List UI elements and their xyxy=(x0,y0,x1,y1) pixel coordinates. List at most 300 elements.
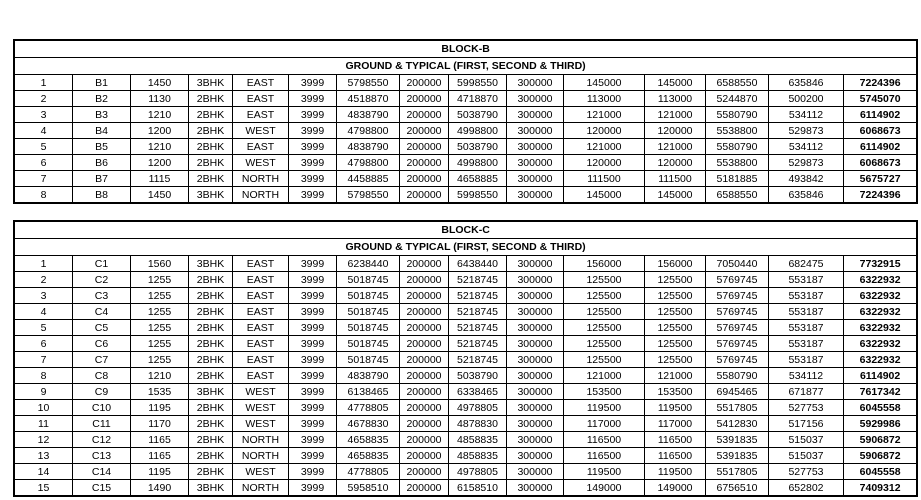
table-cell: 121000 xyxy=(645,368,706,384)
table-cell: 200000 xyxy=(400,107,449,123)
table-cell: 5769745 xyxy=(706,304,769,320)
table-cell-total: 5929986 xyxy=(844,416,917,432)
table-cell: C11 xyxy=(73,416,131,432)
table-cell: 119500 xyxy=(564,464,645,480)
table-cell: 1490 xyxy=(131,480,189,496)
block-c-table xyxy=(14,221,917,496)
table-cell: 4838790 xyxy=(337,368,400,384)
table-cell: EAST xyxy=(233,304,289,320)
table-cell-total: 6322932 xyxy=(844,304,917,320)
table-cell-total: 5906872 xyxy=(844,448,917,464)
table-cell: 493842 xyxy=(769,171,844,187)
table-cell: 200000 xyxy=(400,432,449,448)
table-cell-total: 6322932 xyxy=(844,320,917,336)
table-cell: 121000 xyxy=(564,107,645,123)
table-cell: 125500 xyxy=(645,288,706,304)
table-cell: 4998800 xyxy=(449,155,507,171)
table-cell: 5538800 xyxy=(706,155,769,171)
table-cell-total: 5906872 xyxy=(844,432,917,448)
table-cell: 4778805 xyxy=(337,400,400,416)
block-b-body xyxy=(15,41,917,203)
table-cell: 1195 xyxy=(131,400,189,416)
table-cell: 553187 xyxy=(769,304,844,320)
table-cell: 300000 xyxy=(507,448,564,464)
table-cell: C13 xyxy=(73,448,131,464)
table-cell: 6158510 xyxy=(449,480,507,496)
table-cell: B7 xyxy=(73,171,131,187)
table-cell: 3BHK xyxy=(189,256,233,272)
table-cell: 13 xyxy=(15,448,73,464)
table-cell: 119500 xyxy=(564,400,645,416)
table-cell: 2BHK xyxy=(189,107,233,123)
block-title: BLOCK-C xyxy=(15,222,917,239)
table-cell: 300000 xyxy=(507,91,564,107)
table-cell: 4678830 xyxy=(337,416,400,432)
table-cell: 6756510 xyxy=(706,480,769,496)
table-cell: WEST xyxy=(233,464,289,480)
table-cell: 3999 xyxy=(289,107,337,123)
table-cell: 3BHK xyxy=(189,187,233,203)
table-cell: 553187 xyxy=(769,272,844,288)
table-cell: 1165 xyxy=(131,448,189,464)
table-cell: 1115 xyxy=(131,171,189,187)
table-cell: 125500 xyxy=(564,288,645,304)
table-cell: 3999 xyxy=(289,448,337,464)
table-cell: B4 xyxy=(73,123,131,139)
table-cell: 5517805 xyxy=(706,400,769,416)
table-cell: 3999 xyxy=(289,416,337,432)
table-cell: 6945465 xyxy=(706,384,769,400)
table-cell: 113000 xyxy=(564,91,645,107)
table-cell: 200000 xyxy=(400,75,449,91)
table-cell: 10 xyxy=(15,400,73,416)
table-cell: 6138465 xyxy=(337,384,400,400)
table-cell: 3999 xyxy=(289,352,337,368)
table-cell: 9 xyxy=(15,384,73,400)
table-cell: 300000 xyxy=(507,155,564,171)
table-row xyxy=(15,91,917,107)
table-cell: 125500 xyxy=(564,304,645,320)
table-cell: 5517805 xyxy=(706,464,769,480)
table-cell: 117000 xyxy=(564,416,645,432)
table-cell: 6338465 xyxy=(449,384,507,400)
table-cell: 5769745 xyxy=(706,272,769,288)
table-cell-total: 5675727 xyxy=(844,171,917,187)
table-cell-total: 6322932 xyxy=(844,352,917,368)
table-cell: B3 xyxy=(73,107,131,123)
table-cell: 4878830 xyxy=(449,416,507,432)
table-row xyxy=(15,304,917,320)
table-cell: 300000 xyxy=(507,336,564,352)
table-cell: C6 xyxy=(73,336,131,352)
table-cell: 6588550 xyxy=(706,75,769,91)
table-cell: 300000 xyxy=(507,384,564,400)
table-cell: 4798800 xyxy=(337,155,400,171)
table-cell: 2BHK xyxy=(189,171,233,187)
table-cell: 1 xyxy=(15,75,73,91)
table-cell: EAST xyxy=(233,320,289,336)
table-cell: 2BHK xyxy=(189,155,233,171)
table-cell: 682475 xyxy=(769,256,844,272)
table-cell: 200000 xyxy=(400,448,449,464)
table-cell: 3BHK xyxy=(189,480,233,496)
table-cell: 1450 xyxy=(131,75,189,91)
table-cell: 200000 xyxy=(400,336,449,352)
table-row xyxy=(15,155,917,171)
table-row xyxy=(15,400,917,416)
table-cell: 1535 xyxy=(131,384,189,400)
table-cell: 1560 xyxy=(131,256,189,272)
table-cell: 5218745 xyxy=(449,272,507,288)
table-row xyxy=(15,432,917,448)
table-cell: 200000 xyxy=(400,256,449,272)
table-cell: EAST xyxy=(233,336,289,352)
table-cell: 200000 xyxy=(400,304,449,320)
table-cell: C4 xyxy=(73,304,131,320)
table-cell: 300000 xyxy=(507,352,564,368)
table-cell: 5391835 xyxy=(706,448,769,464)
table-cell: 3999 xyxy=(289,480,337,496)
table-cell: 145000 xyxy=(645,75,706,91)
table-cell: 5 xyxy=(15,139,73,155)
table-cell-total: 5745070 xyxy=(844,91,917,107)
table-cell: 5018745 xyxy=(337,272,400,288)
table-cell: 3999 xyxy=(289,400,337,416)
table-cell: 300000 xyxy=(507,187,564,203)
table-cell: 116500 xyxy=(645,448,706,464)
table-cell: 125500 xyxy=(645,272,706,288)
table-cell: C9 xyxy=(73,384,131,400)
table-cell: 4778805 xyxy=(337,464,400,480)
table-cell: 300000 xyxy=(507,75,564,91)
table-cell: 1200 xyxy=(131,155,189,171)
table-cell: 200000 xyxy=(400,139,449,155)
table-row xyxy=(15,336,917,352)
block-c-body xyxy=(15,222,917,496)
table-cell: 145000 xyxy=(564,187,645,203)
table-cell: EAST xyxy=(233,368,289,384)
table-cell-total: 6045558 xyxy=(844,464,917,480)
table-cell: 3999 xyxy=(289,432,337,448)
table-cell: 300000 xyxy=(507,320,564,336)
table-cell: 4658885 xyxy=(449,171,507,187)
table-row xyxy=(15,464,917,480)
table-row xyxy=(15,256,917,272)
table-cell: 300000 xyxy=(507,256,564,272)
table-cell: 2BHK xyxy=(189,416,233,432)
table-cell: 3999 xyxy=(289,155,337,171)
table-cell: 2BHK xyxy=(189,464,233,480)
table-cell: 1200 xyxy=(131,123,189,139)
table-cell: 1255 xyxy=(131,288,189,304)
table-cell: EAST xyxy=(233,75,289,91)
table-cell: 4978805 xyxy=(449,400,507,416)
table-cell-total: 7617342 xyxy=(844,384,917,400)
table-cell: 153500 xyxy=(645,384,706,400)
table-cell: 300000 xyxy=(507,171,564,187)
table-cell: 3999 xyxy=(289,171,337,187)
table-cell: 1255 xyxy=(131,304,189,320)
table-cell: 1255 xyxy=(131,336,189,352)
table-cell: 6588550 xyxy=(706,187,769,203)
table-cell: EAST xyxy=(233,256,289,272)
table-cell: C5 xyxy=(73,320,131,336)
table-cell: 3999 xyxy=(289,123,337,139)
table-cell-total: 6114902 xyxy=(844,368,917,384)
table-cell: WEST xyxy=(233,416,289,432)
table-cell: 5018745 xyxy=(337,304,400,320)
table-cell-total: 7224396 xyxy=(844,75,917,91)
table-cell: 2BHK xyxy=(189,139,233,155)
table-cell: 300000 xyxy=(507,288,564,304)
table-cell: 3999 xyxy=(289,187,337,203)
table-cell: 5018745 xyxy=(337,352,400,368)
table-cell: 149000 xyxy=(564,480,645,496)
table-cell: 5218745 xyxy=(449,288,507,304)
table-cell: 15 xyxy=(15,480,73,496)
table-cell: 121000 xyxy=(564,368,645,384)
table-cell: 1210 xyxy=(131,139,189,155)
table-cell: 300000 xyxy=(507,464,564,480)
table-cell: 4838790 xyxy=(337,139,400,155)
table-cell: 7 xyxy=(15,171,73,187)
table-cell: 5018745 xyxy=(337,320,400,336)
table-row xyxy=(15,352,917,368)
table-row xyxy=(15,139,917,155)
table-cell: 3999 xyxy=(289,91,337,107)
table-cell: 300000 xyxy=(507,304,564,320)
table-cell: EAST xyxy=(233,272,289,288)
table-cell: 3999 xyxy=(289,139,337,155)
table-cell: 5998550 xyxy=(449,187,507,203)
table-cell: 1210 xyxy=(131,368,189,384)
table-cell: 1195 xyxy=(131,464,189,480)
table-cell: 200000 xyxy=(400,464,449,480)
table-cell: 2 xyxy=(15,91,73,107)
table-cell: 116500 xyxy=(645,432,706,448)
table-cell: 1170 xyxy=(131,416,189,432)
table-cell: 5218745 xyxy=(449,304,507,320)
table-cell: 553187 xyxy=(769,288,844,304)
table-cell: 125500 xyxy=(645,352,706,368)
table-cell: NORTH xyxy=(233,187,289,203)
table-cell: 5018745 xyxy=(337,288,400,304)
table-cell: NORTH xyxy=(233,448,289,464)
table-cell: 5 xyxy=(15,320,73,336)
table-cell: 5769745 xyxy=(706,288,769,304)
table-cell: 1165 xyxy=(131,432,189,448)
table-cell: B8 xyxy=(73,187,131,203)
table-cell: 1450 xyxy=(131,187,189,203)
table-cell: 2BHK xyxy=(189,432,233,448)
table-cell: 3 xyxy=(15,288,73,304)
block-subtitle: GROUND & TYPICAL (FIRST, SECOND & THIRD) xyxy=(15,239,917,256)
table-cell: 3999 xyxy=(289,75,337,91)
table-cell: 1255 xyxy=(131,320,189,336)
table-cell-total: 6322932 xyxy=(844,288,917,304)
table-cell-total: 6068673 xyxy=(844,155,917,171)
table-cell-total: 7224396 xyxy=(844,187,917,203)
table-cell: 119500 xyxy=(645,464,706,480)
block-title: BLOCK-B xyxy=(15,41,917,58)
table-cell: 300000 xyxy=(507,416,564,432)
table-cell: 116500 xyxy=(564,432,645,448)
table-cell: 4978805 xyxy=(449,464,507,480)
table-cell: 671877 xyxy=(769,384,844,400)
table-cell: 527753 xyxy=(769,400,844,416)
table-cell: 5038790 xyxy=(449,139,507,155)
table-row xyxy=(15,75,917,91)
table-cell: 300000 xyxy=(507,400,564,416)
table-cell: C7 xyxy=(73,352,131,368)
table-cell: 5580790 xyxy=(706,368,769,384)
table-cell: 116500 xyxy=(564,448,645,464)
table-cell: 5391835 xyxy=(706,432,769,448)
table-cell: EAST xyxy=(233,91,289,107)
table-cell: 5412830 xyxy=(706,416,769,432)
table-cell: 5769745 xyxy=(706,320,769,336)
table-cell: 534112 xyxy=(769,368,844,384)
table-cell: 3 xyxy=(15,107,73,123)
table-cell: 2BHK xyxy=(189,123,233,139)
table-cell: 500200 xyxy=(769,91,844,107)
table-row xyxy=(15,384,917,400)
table-cell: 515037 xyxy=(769,448,844,464)
table-cell: 3999 xyxy=(289,272,337,288)
table-cell: B2 xyxy=(73,91,131,107)
table-cell: 553187 xyxy=(769,352,844,368)
table-cell: 200000 xyxy=(400,400,449,416)
table-cell-total: 7409312 xyxy=(844,480,917,496)
table-cell: C10 xyxy=(73,400,131,416)
table-cell: 200000 xyxy=(400,91,449,107)
table-cell: EAST xyxy=(233,288,289,304)
table-cell: 200000 xyxy=(400,384,449,400)
table-row xyxy=(15,187,917,203)
table-cell: 125500 xyxy=(645,336,706,352)
table-cell: 149000 xyxy=(645,480,706,496)
table-cell: 6438440 xyxy=(449,256,507,272)
table-cell: 5769745 xyxy=(706,352,769,368)
table-cell: 200000 xyxy=(400,368,449,384)
table-cell: 156000 xyxy=(564,256,645,272)
table-cell: 200000 xyxy=(400,187,449,203)
table-cell: 5181885 xyxy=(706,171,769,187)
table-cell: 3999 xyxy=(289,336,337,352)
table-cell: 2BHK xyxy=(189,352,233,368)
table-cell: 11 xyxy=(15,416,73,432)
table-cell: 3BHK xyxy=(189,384,233,400)
table-cell: 200000 xyxy=(400,272,449,288)
table-cell: 4858835 xyxy=(449,448,507,464)
table-cell: 3999 xyxy=(289,304,337,320)
table-cell: 553187 xyxy=(769,320,844,336)
table-cell: 145000 xyxy=(645,187,706,203)
table-cell: 12 xyxy=(15,432,73,448)
table-cell: 8 xyxy=(15,368,73,384)
table-cell: 5798550 xyxy=(337,75,400,91)
table-cell: 2BHK xyxy=(189,91,233,107)
table-cell: 300000 xyxy=(507,480,564,496)
table-cell: 125500 xyxy=(564,336,645,352)
table-row xyxy=(15,480,917,496)
table-cell-total: 6114902 xyxy=(844,139,917,155)
table-cell: 121000 xyxy=(645,139,706,155)
table-cell: 117000 xyxy=(645,416,706,432)
table-cell: 1255 xyxy=(131,272,189,288)
table-cell: 5769745 xyxy=(706,336,769,352)
table-cell: WEST xyxy=(233,123,289,139)
table-cell: 4518870 xyxy=(337,91,400,107)
table-cell: 5244870 xyxy=(706,91,769,107)
table-row xyxy=(15,123,917,139)
table-cell: NORTH xyxy=(233,171,289,187)
table-cell: 1210 xyxy=(131,107,189,123)
table-cell: 5018745 xyxy=(337,336,400,352)
table-cell: 5038790 xyxy=(449,107,507,123)
table-cell: 125500 xyxy=(645,320,706,336)
table-cell: 200000 xyxy=(400,352,449,368)
table-cell: 5580790 xyxy=(706,107,769,123)
table-cell: 6 xyxy=(15,155,73,171)
table-cell: 14 xyxy=(15,464,73,480)
table-cell: 3999 xyxy=(289,464,337,480)
table-cell: 300000 xyxy=(507,139,564,155)
table-cell: 125500 xyxy=(564,352,645,368)
table-cell: 4838790 xyxy=(337,107,400,123)
table-row xyxy=(15,368,917,384)
table-cell: 120000 xyxy=(645,123,706,139)
table-cell: 4 xyxy=(15,304,73,320)
table-cell: 8 xyxy=(15,187,73,203)
table-cell: 120000 xyxy=(564,123,645,139)
table-cell: B1 xyxy=(73,75,131,91)
table-cell: 529873 xyxy=(769,155,844,171)
table-cell: 4 xyxy=(15,123,73,139)
table-cell: 4858835 xyxy=(449,432,507,448)
table-cell: EAST xyxy=(233,352,289,368)
table-cell: 635846 xyxy=(769,75,844,91)
table-cell: NORTH xyxy=(233,432,289,448)
table-cell: 200000 xyxy=(400,480,449,496)
table-cell: 4458885 xyxy=(337,171,400,187)
table-cell: 121000 xyxy=(564,139,645,155)
table-cell: 2BHK xyxy=(189,400,233,416)
table-cell: C14 xyxy=(73,464,131,480)
table-cell: 200000 xyxy=(400,416,449,432)
table-cell-total: 6322932 xyxy=(844,336,917,352)
table-cell: 2BHK xyxy=(189,304,233,320)
table-cell: WEST xyxy=(233,400,289,416)
table-cell: 5218745 xyxy=(449,352,507,368)
block-b-table xyxy=(14,40,917,203)
table-cell: 3999 xyxy=(289,384,337,400)
table-cell-total: 6114902 xyxy=(844,107,917,123)
table-cell: 4658835 xyxy=(337,448,400,464)
block-subtitle: GROUND & TYPICAL (FIRST, SECOND & THIRD) xyxy=(15,58,917,75)
table-cell: 2 xyxy=(15,272,73,288)
table-cell: C15 xyxy=(73,480,131,496)
table-cell: 529873 xyxy=(769,123,844,139)
table-row xyxy=(15,448,917,464)
table-cell: 156000 xyxy=(645,256,706,272)
table-cell: 5038790 xyxy=(449,368,507,384)
table-cell: 4718870 xyxy=(449,91,507,107)
table-cell: 300000 xyxy=(507,272,564,288)
table-cell: 3999 xyxy=(289,288,337,304)
table-cell: WEST xyxy=(233,155,289,171)
table-cell: B6 xyxy=(73,155,131,171)
